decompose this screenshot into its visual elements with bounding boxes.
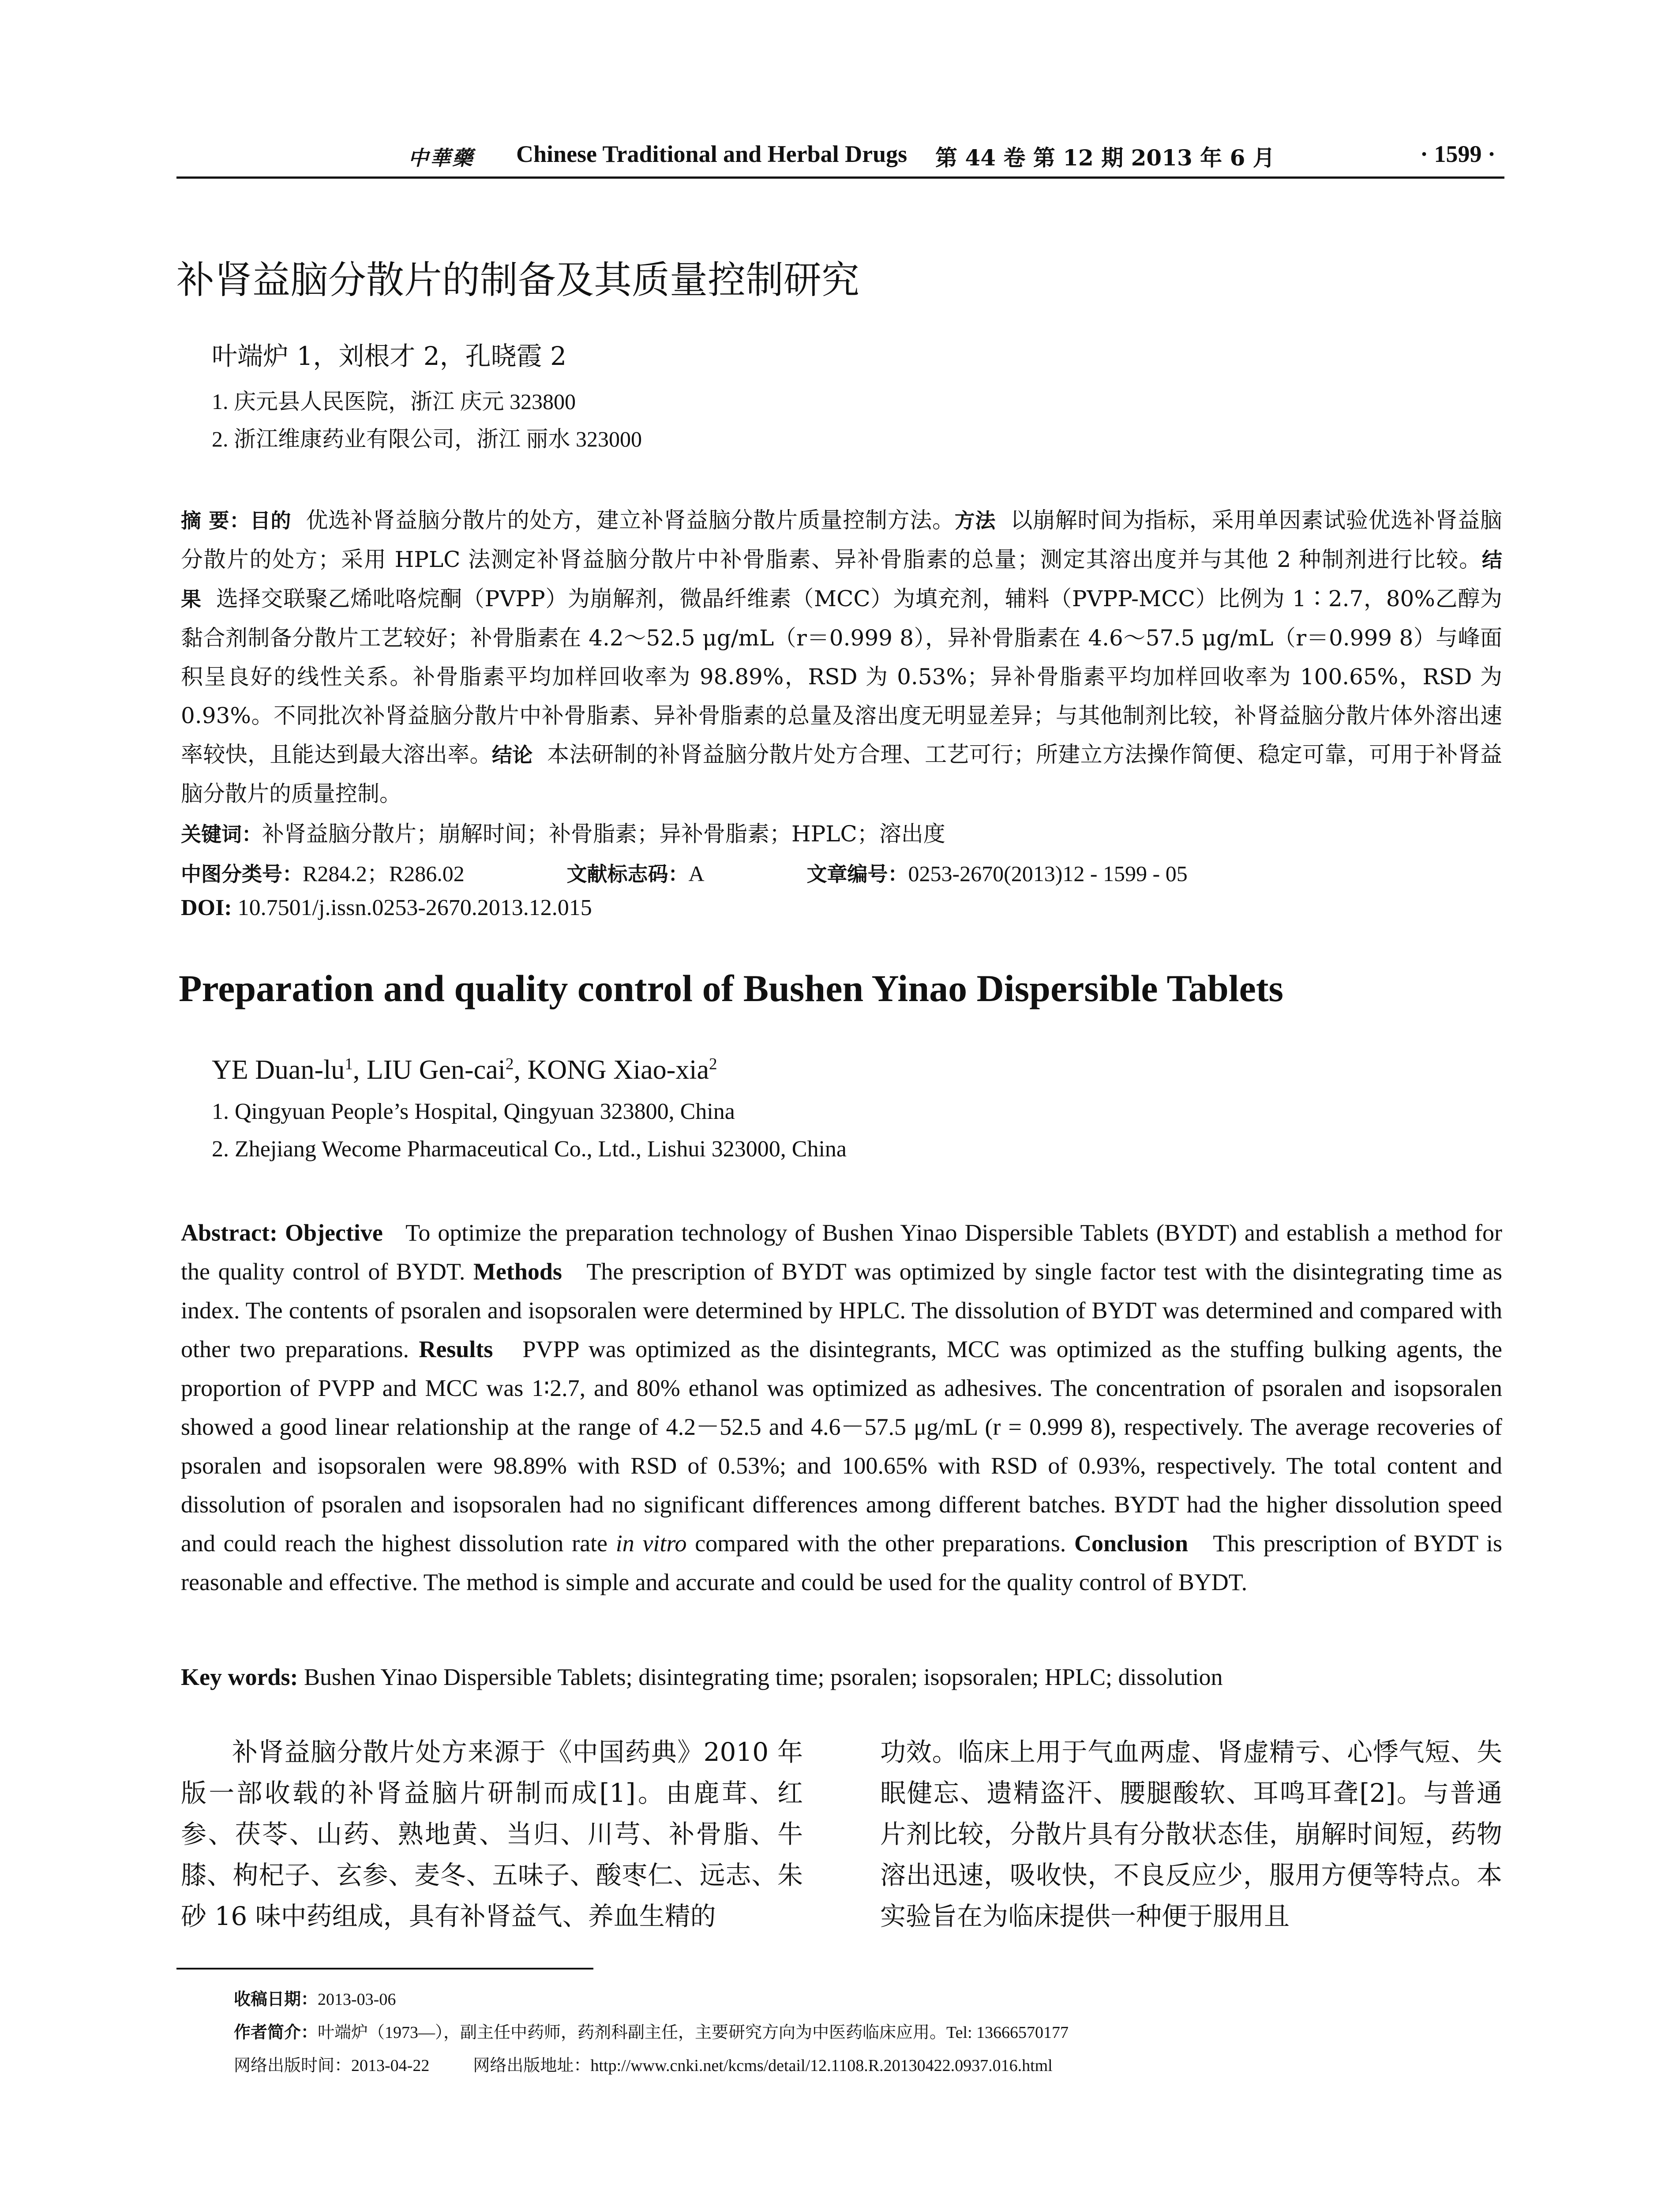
footnote-rule	[176, 1968, 593, 1970]
body-left-text: 补肾益脑分散片处方来源于《中国药典》2010 年版一部收载的补肾益脑片研制而成[1]。由鹿茸、红参、茯苓、山药、熟地黄、当归、川芎、补骨脂、牛膝、枸杞子、玄参、麦冬、五味子、酸枣仁、远志、朱砂 16 味中药组成，具有补肾益气、养血生精的	[181, 1737, 803, 1931]
doi-line	[181, 895, 592, 921]
cn-title: 补肾益脑分散片的制备及其质量控制研究	[176, 258, 859, 302]
clc-value: R284.2；R286.02	[303, 861, 465, 886]
journal-logo: 中華藥	[408, 146, 474, 170]
doi-label: DOI:	[181, 895, 232, 920]
en-abstract	[181, 1213, 1502, 1602]
cn-objective-text: 优选补肾益脑分散片的处方，建立补肾益脑分散片质量控制方法。	[306, 507, 955, 533]
cn-methods-text: 以崩解时间为指标，采用单因素试验优选补肾益脑分散片的处方；采用 HPLC 法测定补肾益脑分散片中补骨脂素、异补骨脂素的总量；测定其溶出度并与其他 2 种制剂进行比较。	[181, 507, 1503, 572]
footnote-received	[234, 1985, 396, 2010]
cn-affiliation-2: 2. 浙江维康药业有限公司，浙江 丽水 323000	[212, 427, 642, 451]
doc-code-label: 文献标志码：	[566, 862, 689, 886]
en-keywords	[181, 1663, 1223, 1691]
en-keywords-text: Bushen Yinao Dispersible Tablets; disintegrating time; psoralen; isopsoralen; HPLC; dissolution	[304, 1664, 1223, 1690]
running-header	[176, 140, 1504, 176]
en-methods-text: The prescription of BYDT was optimized by single factor test with the disintegrating time as index. The contents of psoralen and isopsoralen were determined by HPLC. The dissolution of BYDT was determined and compared with other two preparations.	[181, 1258, 1503, 1362]
en-affiliation-2: 2. Zhejiang Wecome Pharmaceutical Co., Ltd., Lishui 323000, China	[212, 1137, 847, 1162]
journal-name: Chinese Traditional and Herbal Drugs	[516, 141, 908, 167]
en-conclusion-text: This prescription of BYDT is reasonable and effective. The method is simple and accurate and could be used for the quality control of BYDT.	[181, 1530, 1502, 1595]
cn-conclusion-label: 结论	[491, 743, 533, 767]
en-results-text: PVPP was optimized as the disintegrants, MCC was optimized as the stuffing bulking agents, the proportion of PVPP and MCC was 1∶2.7, and 80% ethanol was optimized as adhesives. The concentration of psoralen and isopsoralen showed a good linear relationship at the range of 4.2－52.5 and 4.6－57.5 μg/mL (r = 0.999 8), respectively. The average recoveries of psoralen and isopsoralen were 98.89% with RSD of 0.53%; and 100.65% with RSD of 0.93%, respectively. The total content and dissolution of psoralen and isopsoralen had no significant differences among different batches. BYDT had the higher dissolution speed and could reach the highest dissolution rate	[181, 1336, 1502, 1557]
cn-results-text: 选择交联聚乙烯吡咯烷酮（PVPP）为崩解剂，微晶纤维素（MCC）为填充剂，辅料（PVPP-MCC）比例为 1∶2.7，80%乙醇为黏合剂制备分散片工艺较好；补骨脂素在 4.2～52.5 μg/mL（r＝0.999 8），异补骨脂素在 4.6～57.5 μg/mL（r＝0.999 8）与峰面积呈良好的线性关系。补骨脂素平均加样回收率为 98.89%，RSD 为 0.53%；异补骨脂素平均加样回收率为 100.65%，RSD 为 0.93%。不同批次补肾益脑分散片中补骨脂素、异补骨脂素的总量及溶出度无明显差异；与其他制剂比较，补肾益脑分散片体外溶出速率较快，且能达到最大溶出率。	[181, 586, 1502, 767]
en-title: Preparation and quality control of Bushen Yinao Dispersible Tablets	[179, 967, 1283, 1009]
received-date: 2013-03-06	[318, 1990, 396, 2009]
cn-classification	[181, 856, 1188, 888]
en-results-italic: in vitro	[615, 1530, 687, 1557]
article-id-label: 文章编号：	[806, 862, 908, 886]
cn-authors: 叶端炉 1，刘根才 2，孔晓霞 2	[212, 341, 567, 371]
page-number: · 1599 ·	[1420, 141, 1496, 167]
body-right-column	[880, 1732, 1502, 1937]
cn-affiliation-1: 1. 庆元县人民医院，浙江 庆元 323800	[212, 389, 576, 414]
cn-conclusion-text: 本法研制的补肾益脑分散片处方合理、工艺可行；所建立方法操作简便、稳定可靠，可用于补肾益脑分散片的质量控制。	[181, 742, 1503, 807]
body-right-text: 功效。临床上用于气血两虚、肾虚精亏、心悸气短、失眠健忘、遗精盗汗、腰腿酸软、耳鸣耳聋[2]。与普通片剂比较，分散片具有分散状态佳，崩解时间短，药物溶出迅速，吸收快，不良反应少，服用方便等特点。本实验旨在为临床提供一种便于服用且	[880, 1737, 1502, 1931]
en-authors: YE Duan-$lu^1$, LIU Gen-cai$^2$, KONG Xiao-xia$^2$	[212, 1055, 717, 1085]
online-time: 2013-04-22	[351, 2056, 430, 2075]
author-label: 作者简介：	[234, 2022, 318, 2042]
en-affiliation-1: 1. Qingyuan People’s Hospital, Qingyuan 323800, China	[212, 1099, 735, 1124]
online-url-label: 网络出版地址：	[473, 2056, 591, 2075]
cn-results-label: 结果	[181, 548, 1502, 611]
doc-code-value: A	[688, 861, 705, 886]
en-keywords-label: Key words:	[181, 1664, 298, 1690]
issue-info: 第 44 卷 第 12 期 2013 年 6 月	[935, 145, 1275, 171]
cn-objective-label: 目的	[250, 509, 292, 533]
received-label: 收稿日期：	[234, 1989, 318, 2009]
en-results-label: Results	[419, 1336, 493, 1362]
en-conclusion-label: Conclusion	[1074, 1530, 1189, 1557]
cn-methods-label: 方法	[954, 509, 996, 533]
en-objective-text: To optimize the preparation technology of Bushen Yinao Dispersible Tablets (BYDT) and establish a method for the quality control of BYDT.	[181, 1219, 1502, 1285]
footnote-online	[234, 2052, 1053, 2076]
cn-abstract	[181, 501, 1502, 813]
article-id-value: 0253-2670(2013)12 - 1599 - 05	[908, 861, 1188, 886]
en-methods-label: Methods	[473, 1258, 562, 1285]
online-time-label: 网络出版时间：	[234, 2056, 352, 2075]
en-abstract-label: Abstract: Objective	[181, 1219, 383, 1246]
cn-abstract-label: 摘 要：	[181, 509, 250, 533]
cn-keywords-label: 关键词：	[181, 822, 262, 846]
en-results-tail: compared with the other preparations.	[695, 1530, 1066, 1557]
doi-link[interactable]: 10.7501/j.issn.0253-2670.2013.12.015	[237, 895, 592, 920]
body-left-column	[181, 1732, 803, 1937]
online-url-link[interactable]: http://www.cnki.net/kcms/detail/12.1108.R.20130422.0937.016.html	[590, 2056, 1053, 2075]
cn-keywords	[181, 816, 945, 848]
footnote-author	[234, 2018, 1069, 2043]
header-rule	[176, 176, 1504, 179]
cn-keywords-text: 补肾益脑分散片；崩解时间；补骨脂素；异补骨脂素；HPLC；溶出度	[262, 821, 945, 847]
clc-label: 中图分类号：	[181, 862, 303, 886]
author-bio: 叶端炉（1973—），副主任中药师，药剂科副主任，主要研究方向为中医药临床应用。Tel: 13666570177	[318, 2023, 1069, 2042]
